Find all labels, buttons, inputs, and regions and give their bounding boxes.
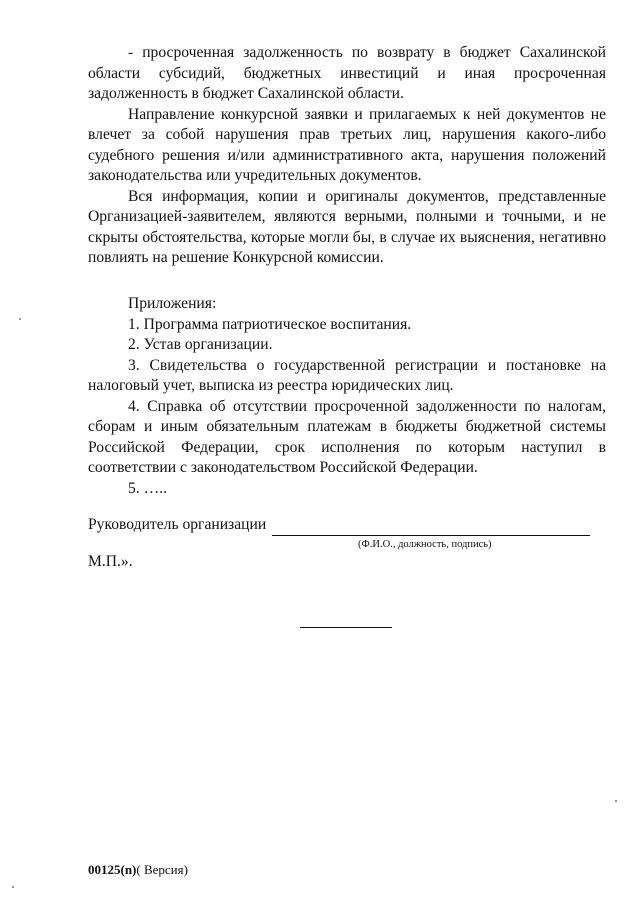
attachment-item: 5. ….. [128,479,167,497]
paragraph-information-accuracy: Вся информация, копии и оригиналы документов, представленные Организацией-заявителем, являются верными, полными и точными, и не скрыты обстоятельства, которые могли бы, в случае их выяснения, негативно повлиять на решение Конкурсной комиссии. [88,187,606,266]
scan-speck [12,886,14,888]
stamp-placeholder: М.П.». [88,553,133,570]
paragraph-arrears: - просроченная задолженность по возврату в бюджет Сахалинской области субсидий, бюджетных инвестиций и иная просроченная задолженность в бюджет Сахалинской области. [88,44,606,102]
attachment-item: 2. Устав организации. [128,336,273,353]
signature-label: Руководитель организации [88,516,267,533]
attachment-item: 4. Справка об отсутствии просроченной задолженности по налогам, сборам и иным обязательным платежам в бюджеты бюджетной системы Российской Федерации, срок исполнения по которым наступил в соответствии с законодательством Российской Федерации. [88,397,606,476]
separator-line [300,627,392,628]
signature-line [272,535,590,536]
document-code: 00125(n) [88,862,137,877]
attachment-item: 1. Программа патриотическое воспитания. [128,315,412,333]
attachments-section [88,294,606,499]
scan-speck [19,318,21,320]
signature-caption: (Ф.И.О., должность, подпись) [358,539,492,550]
body-text [88,43,606,269]
attachment-item: 3. Свидетельства о государственной регистрации и постановке на налоговый учет, выписка из реестра юридических лиц. [88,356,606,394]
document-version: ( Версия) [136,862,188,877]
attachments-heading: Приложения: [128,295,217,312]
paragraph-no-violations: Направление конкурсной заявки и прилагаемых к ней документов не влечет за собой нарушения прав третьих лиц, нарушения какого-либо судебного решения и/или административного акта, нарушения положений законодательства или учредительных документов. [88,105,606,184]
scan-speck [615,800,617,802]
footer-code [88,862,188,878]
signature-row [88,516,608,538]
